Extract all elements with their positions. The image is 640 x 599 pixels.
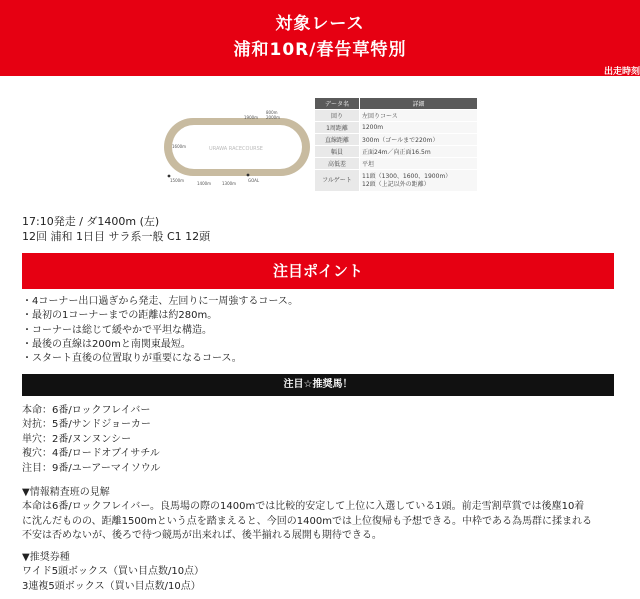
- label-2000m: 2000m: [266, 115, 281, 120]
- header-title: 対象レース: [275, 14, 365, 34]
- row-value-line1: 11頭（1300、1600、1900m）: [362, 172, 452, 180]
- column-header-data-name: データ名: [315, 98, 360, 110]
- points-list: [22, 295, 298, 366]
- label-1900m: 1900m: [244, 115, 259, 120]
- table-row: [315, 146, 478, 158]
- table-row: [315, 134, 478, 146]
- row-value: 平坦: [360, 158, 478, 170]
- table-row: [315, 122, 478, 134]
- post-time-label: 出走時刻: [603, 67, 640, 77]
- track-name-label: URAWA RACECOURSE: [209, 146, 263, 152]
- table-row: [315, 158, 478, 170]
- label-goal: GOAL: [248, 178, 260, 183]
- analysis-line: に沈んだものの、距離1500mという点を踏まえると、今回の1400mでは上位復帰も予想できる。中枠である為馬群に揉まれる: [22, 515, 592, 527]
- table-header-row: [315, 98, 478, 110]
- row-value: 正面24m／向正面16.5m: [360, 146, 478, 158]
- row-value: 1200m: [360, 122, 478, 134]
- row-key: 高低差: [315, 158, 360, 170]
- row-key: 1周距離: [315, 122, 360, 134]
- row-value: 左回りコース: [360, 110, 478, 122]
- tickets-heading: ▼推奨券種: [22, 552, 70, 563]
- row-value: [360, 170, 478, 192]
- pick-item: 複穴：4番/ロードオブイサチル: [22, 448, 160, 460]
- table-row: [315, 170, 478, 192]
- race-time-distance: 17:10発走 / ダ1400m (左): [22, 215, 160, 228]
- table-row: [315, 110, 478, 122]
- race-info: [22, 214, 210, 244]
- analysis-line: 不安は否めないが、後ろで待つ競馬が出来れば、後半揃れる展開も期待できる。: [22, 530, 382, 542]
- ticket-line: ワイド5頭ボックス（買い目点数/10点）: [22, 566, 205, 578]
- column-header-detail: 詳細: [360, 98, 478, 110]
- list-item: ・4コーナー出口過ぎから発走、左回りに一周強するコース。: [22, 296, 299, 307]
- list-item: ・最後の直線は200mと南関東最短。: [22, 338, 191, 350]
- row-key: 直線距離: [315, 134, 360, 146]
- pick-item: 対抗：5番/サンドジョーカー: [22, 419, 151, 431]
- list-item: ・コーナーは総じて緩やかで平坦な構造。: [22, 324, 212, 336]
- pick-item: 注目：9番/ユーアーマイソウル: [22, 462, 161, 474]
- course-spec-table: [314, 97, 478, 192]
- pick-item: 単穴：2番/ヌンヌンシー: [22, 433, 132, 445]
- label-1400m: 1400m: [197, 181, 212, 186]
- list-item: ・スタート直後の位置取りが重要になるコース。: [22, 353, 242, 365]
- tickets-section: [22, 551, 204, 594]
- picks-list: [22, 404, 160, 476]
- row-key: フルゲート: [315, 170, 360, 192]
- points-heading: 注目ポイント: [22, 253, 614, 289]
- analysis-heading: ▼情報精査班の見解: [22, 487, 110, 498]
- row-value: 300m（ゴールまで220m）: [360, 134, 478, 146]
- list-item: ・最初の1コーナーまでの距離は約280m。: [22, 310, 218, 322]
- label-1600m: 1600m: [172, 144, 187, 149]
- label-1300m: 1300m: [222, 181, 237, 186]
- start-marker: [168, 175, 171, 178]
- goal-marker: [247, 174, 250, 177]
- row-key: 回り: [315, 110, 360, 122]
- recommend-heading: 注目☆推奨馬！: [22, 374, 614, 396]
- race-meeting-class: 12回 浦和 1日目 サラ系一般 C1 12頭: [22, 230, 211, 243]
- course-map: [150, 104, 315, 194]
- row-value-line2: 12頭（上記以外の距離）: [362, 180, 430, 188]
- row-key: 幅員: [315, 146, 360, 158]
- label-1500m: 1500m: [170, 178, 185, 183]
- ticket-line: 3連複5頭ボックス（買い目点数/10点）: [22, 580, 201, 592]
- analysis-line: 本命は6番/ロックフレイバー。良馬場の際の1400mでは比較的安定して上位に入選している1頭。前走雪割草賞では後塵10着: [22, 501, 585, 513]
- analysis-section: [22, 486, 618, 544]
- label-800m: 800m: [266, 110, 278, 115]
- pick-item: 本命：6番/ロックフレイバー: [22, 405, 151, 416]
- race-name-title: 浦和10R/春告草特別: [233, 40, 407, 60]
- header-banner: [0, 0, 640, 76]
